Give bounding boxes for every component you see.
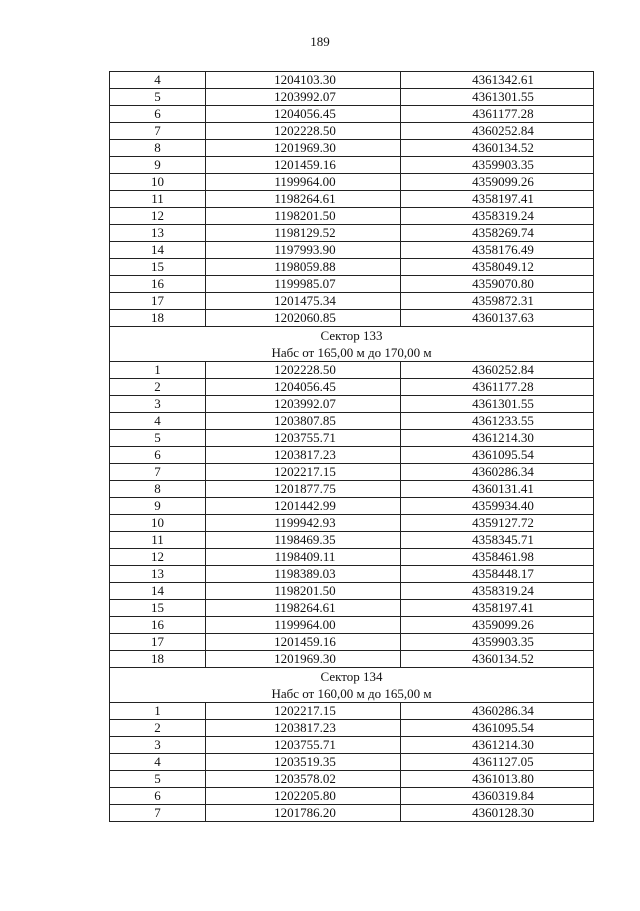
x-coordinate-cell: 1198389.03: [206, 566, 401, 583]
x-coordinate-cell: 1198264.61: [206, 600, 401, 617]
point-number-cell: 12: [110, 549, 206, 566]
table-row: [110, 464, 594, 481]
y-coordinate-cell: 4360134.52: [401, 140, 594, 157]
x-coordinate-cell: 1203992.07: [206, 89, 401, 106]
point-number-cell: 8: [110, 481, 206, 498]
x-coordinate-cell: 1204056.45: [206, 106, 401, 123]
x-coordinate-cell: 1203807.85: [206, 413, 401, 430]
sector-title: Сектор 134: [320, 669, 383, 684]
point-number-cell: 4: [110, 413, 206, 430]
point-number-cell: 13: [110, 225, 206, 242]
x-coordinate-cell: 1201969.30: [206, 140, 401, 157]
point-number-cell: 12: [110, 208, 206, 225]
x-coordinate-cell: 1202217.15: [206, 703, 401, 720]
point-number-cell: 16: [110, 276, 206, 293]
y-coordinate-cell: 4361177.28: [401, 379, 594, 396]
x-coordinate-cell: 1199964.00: [206, 174, 401, 191]
point-number-cell: 7: [110, 123, 206, 140]
y-coordinate-cell: 4358319.24: [401, 583, 594, 600]
y-coordinate-cell: 4360137.63: [401, 310, 594, 327]
point-number-cell: 14: [110, 583, 206, 600]
table-row: [110, 430, 594, 447]
table-row: [110, 737, 594, 754]
point-number-cell: 5: [110, 89, 206, 106]
point-number-cell: 7: [110, 464, 206, 481]
y-coordinate-cell: 4361013.80: [401, 771, 594, 788]
y-coordinate-cell: 4358197.41: [401, 191, 594, 208]
x-coordinate-cell: 1203578.02: [206, 771, 401, 788]
point-number-cell: 8: [110, 140, 206, 157]
y-coordinate-cell: 4358345.71: [401, 532, 594, 549]
table-row: [110, 396, 594, 413]
x-coordinate-cell: 1201442.99: [206, 498, 401, 515]
point-number-cell: 7: [110, 805, 206, 822]
x-coordinate-cell: 1201877.75: [206, 481, 401, 498]
y-coordinate-cell: 4361214.30: [401, 430, 594, 447]
sector-title: Сектор 133: [320, 328, 383, 343]
table-row: [110, 720, 594, 737]
y-coordinate-cell: 4359127.72: [401, 515, 594, 532]
y-coordinate-cell: 4358461.98: [401, 549, 594, 566]
y-coordinate-cell: 4358448.17: [401, 566, 594, 583]
table-row: [110, 805, 594, 822]
table-row: [110, 310, 594, 327]
point-number-cell: 1: [110, 703, 206, 720]
point-number-cell: 14: [110, 242, 206, 259]
point-number-cell: 10: [110, 174, 206, 191]
table-row: [110, 157, 594, 174]
coordinates-table: [109, 71, 594, 822]
y-coordinate-cell: 4358049.12: [401, 259, 594, 276]
x-coordinate-cell: 1202205.80: [206, 788, 401, 805]
sector-header-cell: [110, 668, 594, 703]
table-row: [110, 481, 594, 498]
sector-header-cell: [110, 327, 594, 362]
x-coordinate-cell: 1198201.50: [206, 208, 401, 225]
point-number-cell: 11: [110, 191, 206, 208]
table-row: [110, 413, 594, 430]
y-coordinate-cell: 4358197.41: [401, 600, 594, 617]
x-coordinate-cell: 1199964.00: [206, 617, 401, 634]
table-row: [110, 583, 594, 600]
point-number-cell: 11: [110, 532, 206, 549]
table-row: [110, 259, 594, 276]
x-coordinate-cell: 1203817.23: [206, 447, 401, 464]
table-row: [110, 208, 594, 225]
y-coordinate-cell: 4360319.84: [401, 788, 594, 805]
table-row: [110, 225, 594, 242]
y-coordinate-cell: 4360286.34: [401, 464, 594, 481]
table-row: [110, 447, 594, 464]
point-number-cell: 4: [110, 754, 206, 771]
sector-height-range: Набс от 165,00 м до 170,00 м: [271, 345, 432, 360]
x-coordinate-cell: 1199942.93: [206, 515, 401, 532]
point-number-cell: 3: [110, 737, 206, 754]
table-row: [110, 771, 594, 788]
point-number-cell: 1: [110, 362, 206, 379]
y-coordinate-cell: 4361095.54: [401, 447, 594, 464]
sector-height-range: Набс от 160,00 м до 165,00 м: [271, 686, 432, 701]
table-row: [110, 379, 594, 396]
x-coordinate-cell: 1204103.30: [206, 72, 401, 89]
table-row: [110, 123, 594, 140]
y-coordinate-cell: 4360252.84: [401, 362, 594, 379]
y-coordinate-cell: 4361177.28: [401, 106, 594, 123]
y-coordinate-cell: 4359872.31: [401, 293, 594, 310]
table-row: [110, 174, 594, 191]
x-coordinate-cell: 1197993.90: [206, 242, 401, 259]
table-row: [110, 498, 594, 515]
table-row: [110, 703, 594, 720]
x-coordinate-cell: 1199985.07: [206, 276, 401, 293]
y-coordinate-cell: 4359099.26: [401, 617, 594, 634]
point-number-cell: 2: [110, 379, 206, 396]
table-row: [110, 634, 594, 651]
y-coordinate-cell: 4360131.41: [401, 481, 594, 498]
table-row: [110, 566, 594, 583]
y-coordinate-cell: 4361301.55: [401, 396, 594, 413]
x-coordinate-cell: 1203992.07: [206, 396, 401, 413]
point-number-cell: 10: [110, 515, 206, 532]
x-coordinate-cell: 1198409.11: [206, 549, 401, 566]
table-row: [110, 788, 594, 805]
x-coordinate-cell: 1198201.50: [206, 583, 401, 600]
point-number-cell: 6: [110, 788, 206, 805]
table-row: [110, 617, 594, 634]
sector-header-row: [110, 668, 594, 703]
table-row: [110, 651, 594, 668]
point-number-cell: 16: [110, 617, 206, 634]
point-number-cell: 9: [110, 157, 206, 174]
x-coordinate-cell: 1198129.52: [206, 225, 401, 242]
x-coordinate-cell: 1202060.85: [206, 310, 401, 327]
table-row: [110, 293, 594, 310]
y-coordinate-cell: 4361301.55: [401, 89, 594, 106]
x-coordinate-cell: 1202217.15: [206, 464, 401, 481]
x-coordinate-cell: 1198264.61: [206, 191, 401, 208]
y-coordinate-cell: 4361233.55: [401, 413, 594, 430]
table-row: [110, 362, 594, 379]
sector-header-row: [110, 327, 594, 362]
x-coordinate-cell: 1201969.30: [206, 651, 401, 668]
point-number-cell: 5: [110, 430, 206, 447]
x-coordinate-cell: 1202228.50: [206, 123, 401, 140]
y-coordinate-cell: 4360252.84: [401, 123, 594, 140]
y-coordinate-cell: 4358319.24: [401, 208, 594, 225]
point-number-cell: 18: [110, 651, 206, 668]
y-coordinate-cell: 4360286.34: [401, 703, 594, 720]
table-row: [110, 549, 594, 566]
y-coordinate-cell: 4359099.26: [401, 174, 594, 191]
table-row: [110, 532, 594, 549]
y-coordinate-cell: 4359070.80: [401, 276, 594, 293]
point-number-cell: 13: [110, 566, 206, 583]
x-coordinate-cell: 1203817.23: [206, 720, 401, 737]
x-coordinate-cell: 1201786.20: [206, 805, 401, 822]
page-number: 189: [310, 34, 330, 49]
x-coordinate-cell: 1201475.34: [206, 293, 401, 310]
table-row: [110, 242, 594, 259]
x-coordinate-cell: 1201459.16: [206, 157, 401, 174]
y-coordinate-cell: 4361127.05: [401, 754, 594, 771]
x-coordinate-cell: 1198059.88: [206, 259, 401, 276]
y-coordinate-cell: 4358269.74: [401, 225, 594, 242]
y-coordinate-cell: 4360134.52: [401, 651, 594, 668]
table-row: [110, 600, 594, 617]
point-number-cell: 18: [110, 310, 206, 327]
table-row: [110, 106, 594, 123]
table-row: [110, 515, 594, 532]
y-coordinate-cell: 4361095.54: [401, 720, 594, 737]
x-coordinate-cell: 1202228.50: [206, 362, 401, 379]
y-coordinate-cell: 4359903.35: [401, 634, 594, 651]
point-number-cell: 15: [110, 259, 206, 276]
point-number-cell: 9: [110, 498, 206, 515]
point-number-cell: 17: [110, 634, 206, 651]
point-number-cell: 5: [110, 771, 206, 788]
point-number-cell: 3: [110, 396, 206, 413]
y-coordinate-cell: 4361342.61: [401, 72, 594, 89]
table-row: [110, 89, 594, 106]
point-number-cell: 17: [110, 293, 206, 310]
x-coordinate-cell: 1203519.35: [206, 754, 401, 771]
x-coordinate-cell: 1201459.16: [206, 634, 401, 651]
point-number-cell: 6: [110, 447, 206, 464]
table-row: [110, 276, 594, 293]
point-number-cell: 2: [110, 720, 206, 737]
y-coordinate-cell: 4359903.35: [401, 157, 594, 174]
table-row: [110, 140, 594, 157]
x-coordinate-cell: 1203755.71: [206, 430, 401, 447]
coordinates-table-body: [110, 72, 594, 822]
table-row: [110, 72, 594, 89]
point-number-cell: 6: [110, 106, 206, 123]
x-coordinate-cell: 1204056.45: [206, 379, 401, 396]
point-number-cell: 15: [110, 600, 206, 617]
y-coordinate-cell: 4359934.40: [401, 498, 594, 515]
y-coordinate-cell: 4358176.49: [401, 242, 594, 259]
table-row: [110, 754, 594, 771]
x-coordinate-cell: 1203755.71: [206, 737, 401, 754]
table-row: [110, 191, 594, 208]
y-coordinate-cell: 4360128.30: [401, 805, 594, 822]
point-number-cell: 4: [110, 72, 206, 89]
x-coordinate-cell: 1198469.35: [206, 532, 401, 549]
y-coordinate-cell: 4361214.30: [401, 737, 594, 754]
